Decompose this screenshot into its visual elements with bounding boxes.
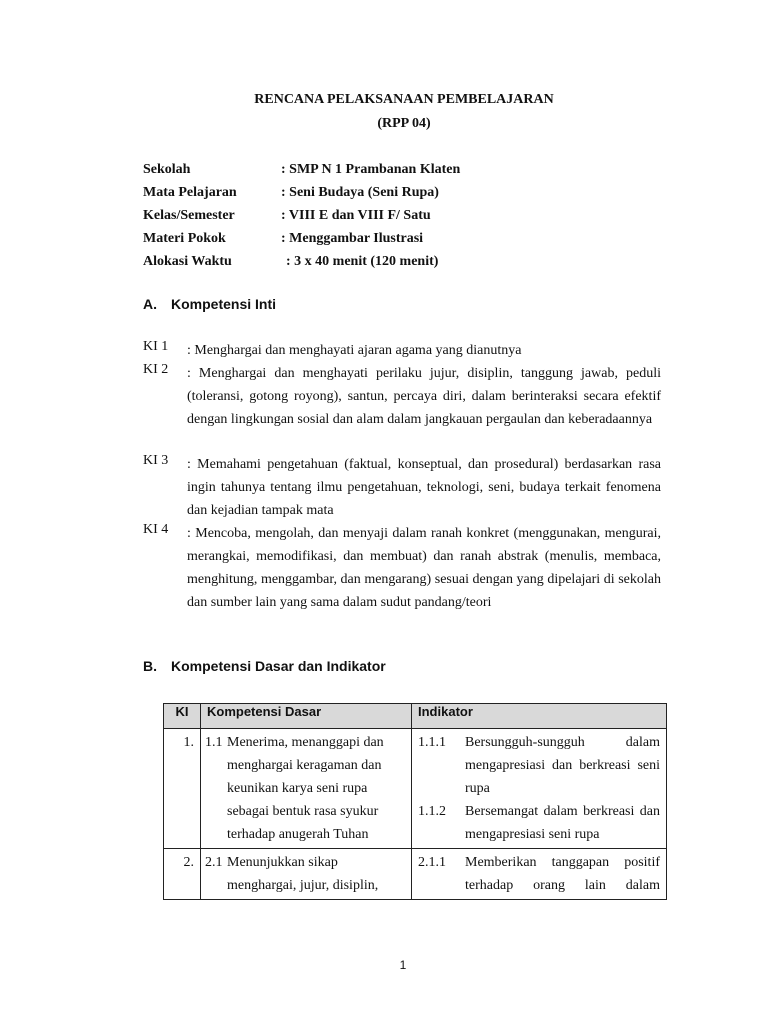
table-row [164,729,667,849]
document-title: RENCANA PELAKSANAAN PEMBELAJARAN [254,92,554,107]
identity-label: Sekolah [143,162,191,177]
indicator-item [418,800,660,846]
identity-value: : Menggambar Ilustrasi [281,231,424,246]
indicator-text: Bersungguh-sungguh dalam mengapresiasi dan berkreasi seni rupa [465,735,660,796]
indicator-cell [412,849,667,900]
section-b-heading [143,658,386,674]
ki-item [143,522,661,614]
ki-item [143,339,661,362]
header-indikator: Indikator [412,704,667,729]
table-row [164,849,667,900]
identity-label: Kelas/Semester [143,208,235,223]
ki-text: : Menghargai dan menghayati ajaran agama yang dianutnya [187,343,522,358]
indicator-code: 1.1.2 [418,804,446,819]
identity-value: : SMP N 1 Prambanan Klaten [281,162,461,177]
indicator-code: 2.1.1 [418,855,446,870]
ki-item [143,362,661,431]
identity-label: Materi Pokok [143,231,226,246]
identity-row [143,181,543,204]
indicator-text: Memberikan tanggapan positif terhadap orang lain dalam [465,855,660,893]
page-number: 1 [399,958,407,972]
ki-item [143,453,661,522]
identity-row [143,204,543,227]
kd-cell [201,849,412,900]
indicator-item [418,731,660,800]
indicator-item [418,851,660,897]
identity-value: : Seni Budaya (Seni Rupa) [281,185,439,200]
ki-number-cell: 1. [164,729,201,849]
kd-text: Menunjukkan sikap menghargai, jujur, disiplin, [227,855,379,893]
ki-text: : Memahami pengetahuan (faktual, konseptual, dan prosedural) berdasarkan rasa ingin tahunya tentang ilmu pengetahuan, teknologi, seni, budaya terkait fenomena dan kejadian tampak mata [187,457,661,518]
indicator-cell [412,729,667,849]
indicator-text: Bersemangat dalam berkreasi dan mengapresiasi seni rupa [465,804,660,842]
identity-row [143,227,543,250]
indicator-code: 1.1.1 [418,735,446,750]
kd-code: 2.1 [205,855,223,870]
competency-table [163,703,667,900]
header-ki: KI [164,704,201,729]
section-title: Kompetensi Inti [171,296,277,312]
ki-number-cell: 2. [164,849,201,900]
identity-row [143,250,543,273]
ki-code: KI 2 [143,362,169,377]
kd-code: 1.1 [205,735,223,750]
ki-text: : Menghargai dan menghayati perilaku jujur, disiplin, tanggung jawab, peduli (toleransi, gotong royong), santun, percaya diri, dalam berinteraksi secara efektif dengan lingkungan sosial dan alam dalam jangkauan pergaulan dan keberadaannya [187,366,661,427]
kd-text: Menerima, menanggapi dan menghargai keragaman dan keunikan karya seni rupa sebagai bentuk rasa syukur terhadap anugerah Tuhan [227,735,384,842]
kd-cell [201,729,412,849]
section-number: B. [143,658,157,674]
section-title: Kompetensi Dasar dan Indikator [171,658,386,674]
identity-label: Mata Pelajaran [143,185,237,200]
identity-value: : VIII E dan VIII F/ Satu [281,208,431,223]
identity-row [143,158,543,181]
identity-value: : 3 x 40 menit (120 menit) [286,254,439,269]
ki-code: KI 4 [143,522,169,537]
identity-block [143,158,543,273]
section-number: A. [143,296,157,312]
section-a-heading [143,296,276,312]
header-kompetensi-dasar: Kompetensi Dasar [201,704,412,729]
ki-code: KI 1 [143,339,169,354]
identity-label: Alokasi Waktu [143,254,232,269]
ki-text: : Mencoba, mengolah, dan menyaji dalam ranah konkret (menggunakan, mengurai, merangkai, memodifikasi, dan membuat) dan ranah abstrak (menulis, membaca, menghitung, menggambar, dan mengarang) sesuai dengan yang dipelajari di sekolah dan sumber lain yang sama dalam sudut pandang/teori [187,526,661,610]
table-header-row [164,704,667,729]
ki-code: KI 3 [143,453,169,468]
document-subtitle: (RPP 04) [377,116,431,131]
